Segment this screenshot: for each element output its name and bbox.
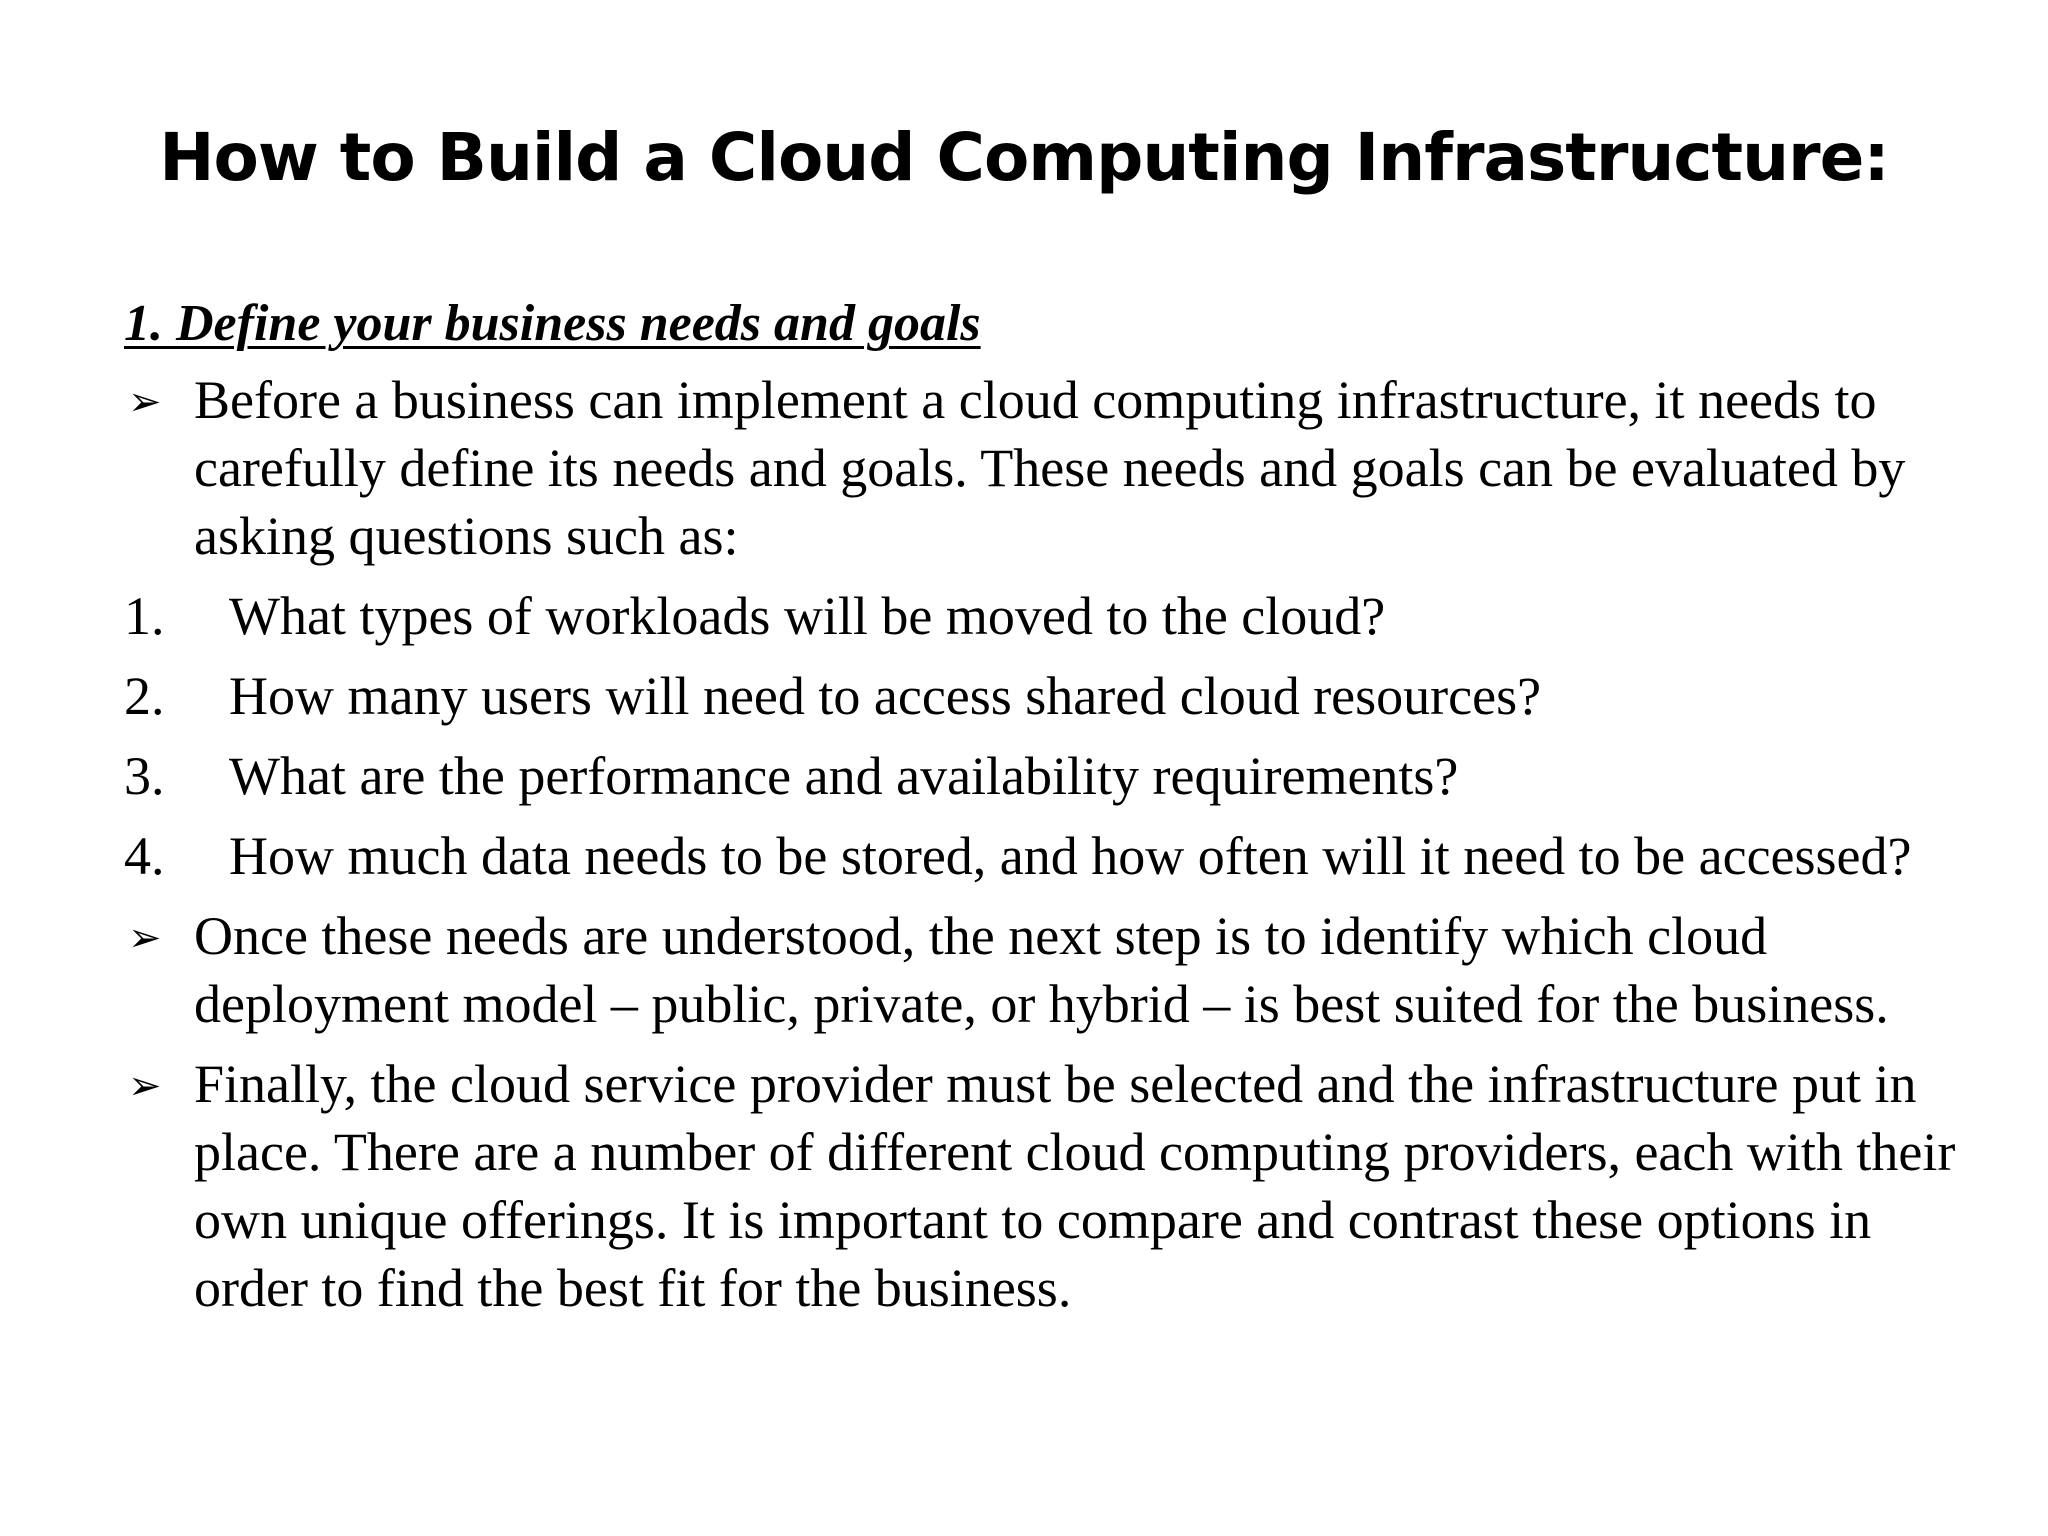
question-text: What types of workloads will be moved to the cloud? [229,586,1386,646]
arrowhead-bullet-icon: ➢ [128,1063,162,1109]
slide-content [124,290,1994,1334]
numbered-question [124,582,1994,650]
question-text: How many users will need to access shared cloud resources? [229,666,1542,726]
question-number: 1. [124,586,165,646]
section-heading: 1. Define your business needs and goals [124,295,981,352]
numbered-question [124,742,1994,810]
bullet-text: Once these needs are understood, the next step is to identify which cloud deployment model – public, private, or hybrid – is best suited for the business. [194,906,1889,1034]
arrowhead-bullet-icon: ➢ [128,379,162,425]
bullet-text: Finally, the cloud service provider must be selected and the infrastructure put in place. There are a number of different cloud computing providers, each with their own unique offerings. It is important to compare and contrast these options in order to find the best fit for the business. [194,1054,1956,1318]
bullet-item [124,1050,1994,1322]
question-text: What are the performance and availability requirements? [229,746,1459,806]
question-text: How much data needs to be stored, and how often will it need to be accessed? [229,826,1912,886]
numbered-question [124,822,1994,890]
question-number: 4. [124,826,165,886]
question-number: 3. [124,746,165,806]
bullet-item [124,902,1994,1038]
bullet-item [124,366,1994,570]
numbered-question [124,662,1994,730]
bullet-text: Before a business can implement a cloud computing infrastructure, it needs to carefully define its needs and goals. These needs and goals can be evaluated by asking questions such as: [194,370,1906,566]
question-number: 2. [124,666,165,726]
slide-title: How to Build a Cloud Computing Infrastructure: [159,119,1889,196]
arrowhead-bullet-icon: ➢ [128,915,162,961]
